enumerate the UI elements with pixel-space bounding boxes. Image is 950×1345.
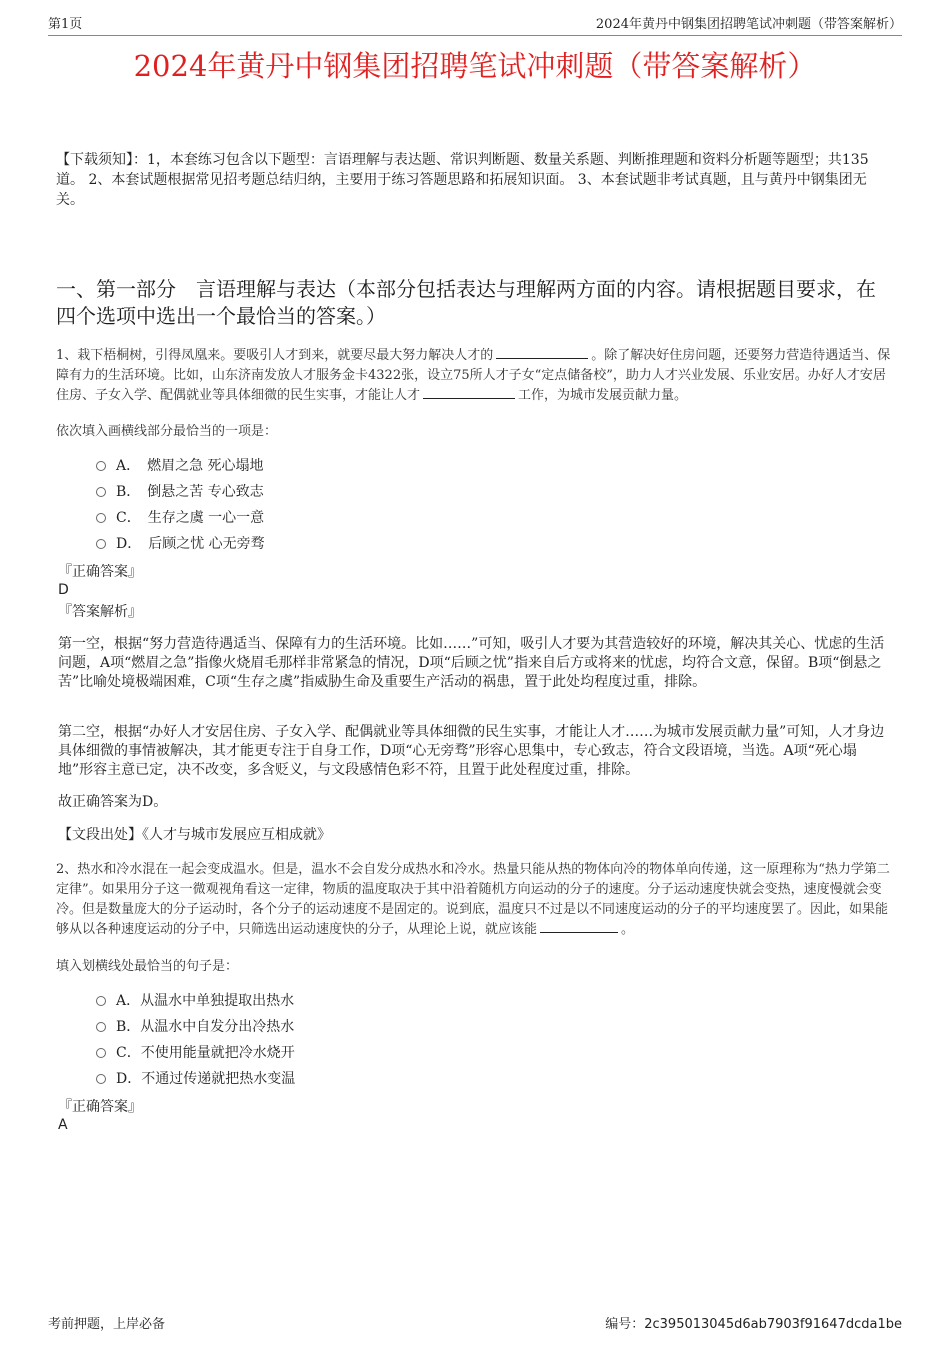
header-doc-title: 2024年黄丹中钢集团招聘笔试冲刺题（带答案解析） (595, 17, 902, 32)
page-header (48, 14, 902, 36)
radio-icon[interactable] (96, 1022, 106, 1032)
option-a[interactable]: A．从温水中单独提取出热水 (96, 988, 295, 1014)
option-c[interactable]: C． 生存之虞 一心一意 (96, 505, 265, 531)
question-1-options (96, 453, 265, 557)
fill-blank (540, 920, 618, 933)
analysis-paragraph-2: 第二空，根据“办好人才安居住房、子女入学、配偶就业等具体细微的民生实事，才能让人才……为城市发展贡献力量”可知，人才身边具体细微的事情被解决，其才能更专注于自身工作，D项“心无旁骛”形容心思集中，专心致志，符合文段语境，当选。A项“死心塌地”形容主意已定，决不改变，多含贬义，与文段感情色彩不符，且置于此处程度过重，排除。 (58, 724, 885, 778)
option-d[interactable]: D． 后顾之忧 心无旁骛 (96, 531, 265, 557)
source-citation: 【文段出处】《人才与城市发展应互相成就》 (58, 827, 331, 843)
correct-answer-label: 『正确答案』 (58, 1099, 142, 1115)
answer-conclusion: 故正确答案为D。 (58, 794, 168, 810)
analysis-label: 『答案解析』 (58, 604, 142, 620)
radio-icon[interactable] (96, 487, 106, 497)
document-title: 2024年黄丹中钢集团招聘笔试冲刺题（带答案解析） (133, 49, 817, 83)
option-b[interactable]: B．从温水中自发分出冷热水 (96, 1014, 295, 1040)
question-1-prompt: 依次填入画横线部分最恰当的一项是： (56, 424, 278, 439)
radio-icon[interactable] (96, 513, 106, 523)
radio-icon[interactable] (96, 539, 106, 549)
fill-blank (423, 386, 515, 399)
document-id: 编号：2c395013045d6ab7903f91647dcda1be (605, 1317, 902, 1332)
download-notice: 【下载须知】：1，本套练习包含以下题型：言语理解与表达题、常识判断题、数量关系题、判断推理题和资料分析题等题型；共135道。 2、本套试题根据常见招考题总结归纳，主要用于练习答题思路和拓展知识面。 3、本套试题非考试真题，且与黄丹中钢集团无关。 (56, 152, 869, 208)
option-a[interactable]: A． 燃眉之急 死心塌地 (96, 453, 265, 479)
option-d[interactable]: D．不通过传递就把热水变温 (96, 1066, 295, 1092)
footer-slogan: 考前押题，上岸必备 (48, 1317, 166, 1332)
question-2-options (96, 988, 295, 1092)
correct-answer-label: 『正确答案』 (58, 564, 142, 580)
page-number: 第1页 (48, 17, 83, 32)
section-heading: 一、第一部分 言语理解与表达（本部分包括表达与理解两方面的内容。请根据题目要求，在四个选项中选出一个最恰当的答案。） (56, 277, 876, 328)
radio-icon[interactable] (96, 1074, 106, 1084)
option-b[interactable]: B． 倒悬之苦 专心致志 (96, 479, 265, 505)
radio-icon[interactable] (96, 461, 106, 471)
radio-icon[interactable] (96, 1048, 106, 1058)
question-2-prompt: 填入划横线处最恰当的句子是： (56, 959, 239, 974)
fill-blank (496, 346, 588, 359)
correct-answer: D (58, 582, 69, 598)
page-footer (48, 1313, 902, 1332)
question-2-text: 2、热水和冷水混在一起会变成温水。但是，温水不会自发分成热水和冷水。热量只能从热的物体向冷的物体单向传递，这一原理称为“热力学第二定律”。如果用分子这一微观视角看这一定律，物质的温度取决于其中沿着随机方向运动的分子的速度。分子运动速度快就会变热，速度慢就会变冷。但是数量庞大的分子运动时，各个分子的运动速度不是固定的。说到底，温度只不过是以不同速度运动的分子的平均速度罢了。因此，如果能够从以各种速度运动的分子中，只筛选出运动速度快的分子，从理论上说，就应该能 。 (56, 862, 890, 937)
question-1-text: 1、栽下梧桐树，引得凤凰来。要吸引人才到来，就要尽最大努力解决人才的 。除了解决好住房问题，还要努力营造待遇适当、保障有力的生活环境。比如，山东济南发放人才服务金卡4322张，设立75所人才子女“定点储备校”，助力人才兴业发展、乐业安居。办好人才安居住房、子女入学、配偶就业等具体细微的民生实事，才能让人才 工作，为城市发展贡献力量。 (56, 348, 891, 403)
option-c[interactable]: C．不使用能量就把冷水烧开 (96, 1040, 295, 1066)
analysis-paragraph-1: 第一空，根据“努力营造待遇适当、保障有力的生活环境。比如……”可知，吸引人才要为其营造较好的环境，解决其关心、忧虑的生活问题，A项“燃眉之急”指像火烧眉毛那样非常紧急的情况，D项“后顾之忧”指来自后方或将来的忧虑，均符合文意，保留。B项“倒悬之苦”比喻处境极端困难，C项“生存之虞”指威胁生命及重要生产活动的祸患，置于此处均程度过重，排除。 (58, 636, 885, 690)
correct-answer: A (58, 1117, 68, 1133)
radio-icon[interactable] (96, 996, 106, 1006)
